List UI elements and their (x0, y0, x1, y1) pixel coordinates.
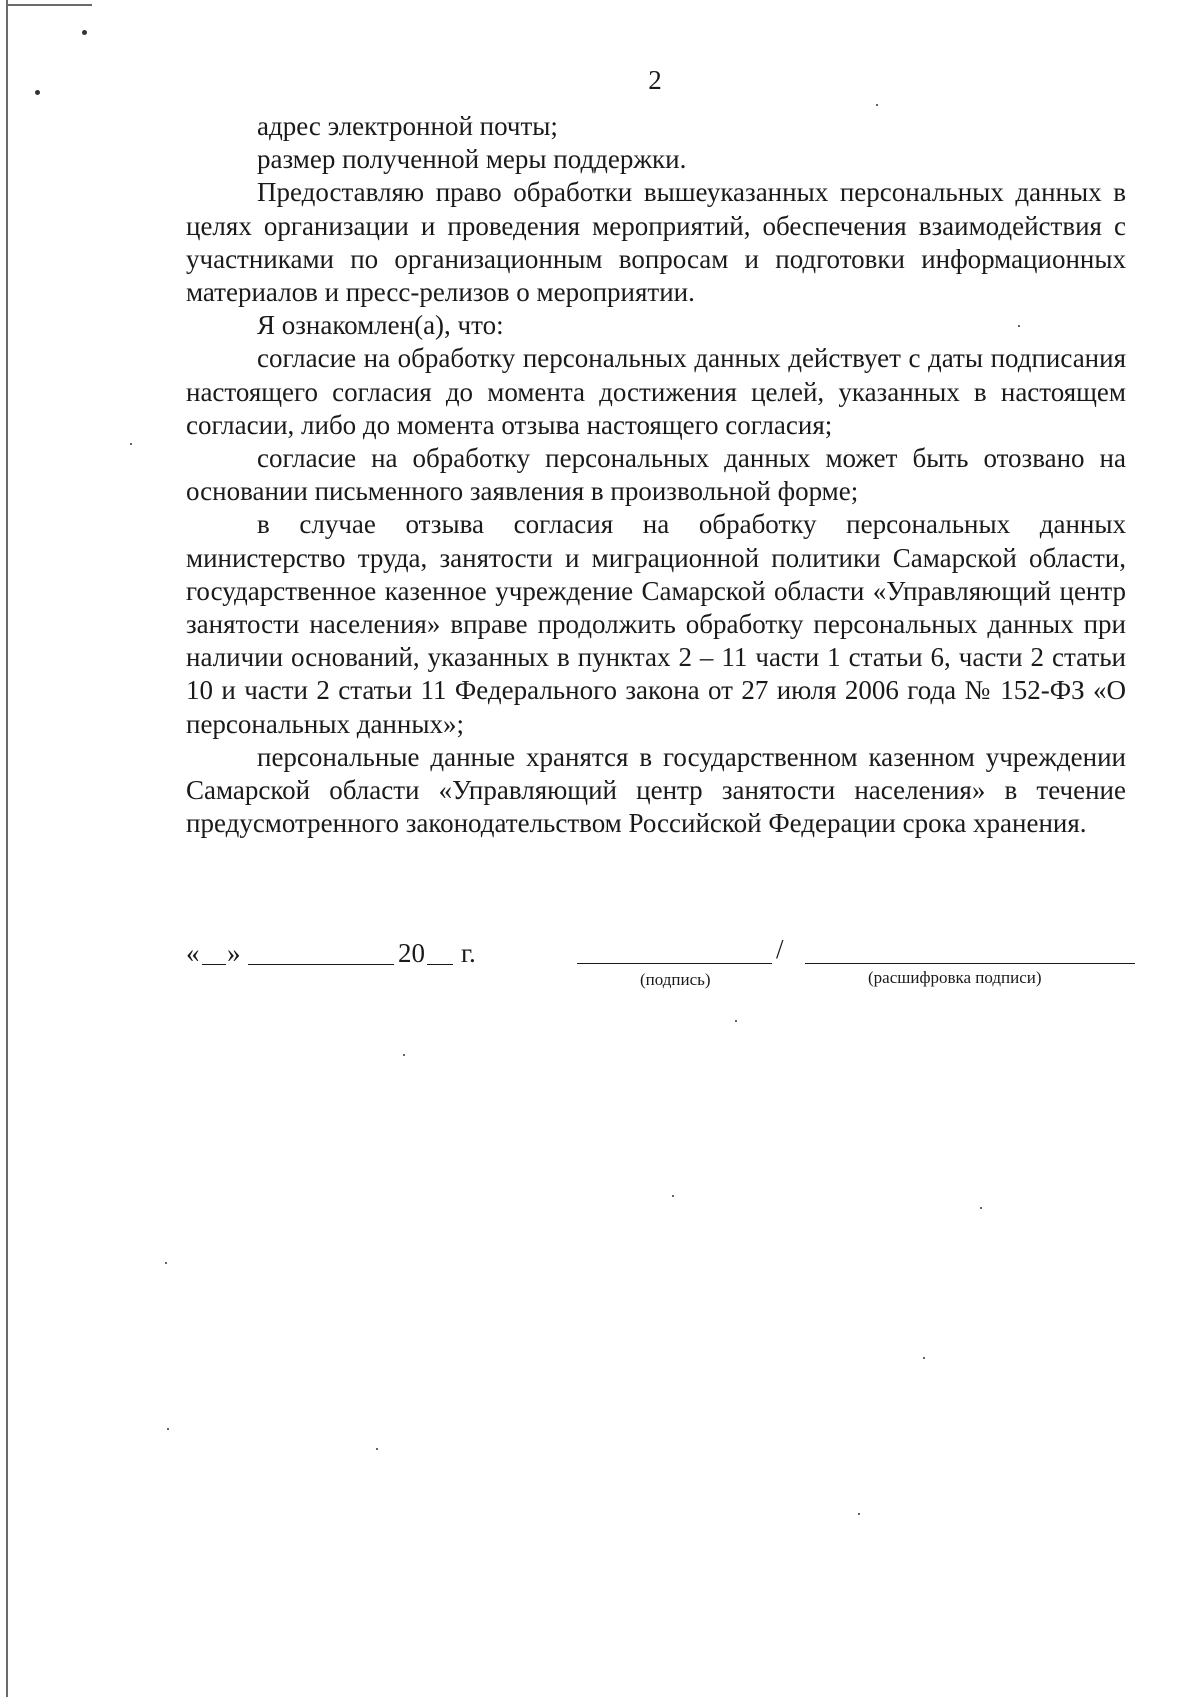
scan-speck (876, 104, 878, 106)
scan-speck (980, 1207, 982, 1209)
scan-speck (130, 443, 132, 445)
paragraph-acknowledged: Я ознакомлен(а), что: (257, 310, 504, 341)
paragraph-consent-validity: согласие на обработку персональных данных действует с даты подписания настоящего согласия до момента достижения целей, указанных в настоящем согласии, либо до момента отзыва настоящего согласия; (186, 343, 1126, 440)
date-close-quote: » (227, 938, 241, 968)
scan-speck (82, 30, 87, 35)
paragraph-data-storage: персональные данные хранятся в государственном казенном учреждении Самарской области «Управляющий центр занятости населения» в течение предусмотренного законодательством Российской Федерации срока хранения. (186, 741, 1126, 839)
date-year-prefix: 20 (398, 938, 425, 968)
paragraph-consent-revocation: согласие на обработку персональных данных может быть отозвано на основании письменного заявления в произвольной форме; (186, 443, 1126, 507)
scan-speck (858, 1513, 860, 1515)
scan-left-edge (6, 0, 8, 1697)
scan-speck (672, 1195, 674, 1197)
signature-field[interactable] (577, 963, 772, 964)
scan-speck (403, 1054, 405, 1056)
paragraph-email: адрес электронной почты; (257, 111, 558, 141)
paragraph-processing-rights: Предоставляю право обработки вышеуказанных персональных данных в целях организации и проведения мероприятий, обеспечения взаимодействия с участниками по организационным вопросам и подготовки информационных материалов и пресс-релизов о мероприятии. (186, 177, 1126, 308)
scan-speck (376, 1448, 378, 1450)
consent-body (186, 110, 1126, 840)
scan-speck (735, 1020, 737, 1022)
scan-speck (167, 1428, 169, 1430)
paragraph-revocation-consequences: в случае отзыва согласия на обработку персональных данных министерство труда, занятости и миграционной политики Самарской области, государственное казенное учреждение Самарской области «Управляющий центр занятости населения» вправе продолжить обработку персональных данных при наличии оснований, указанных в пунктах 2 – 11 части 1 статьи 6, части 2 статьи 10 и части 2 статьи 11 Федерального закона от 27 июля 2006 года № 152-ФЗ «О персональных данных»; (186, 509, 1126, 739)
date-open-quote: « (186, 938, 200, 968)
date-year-suffix: г. (461, 938, 476, 968)
scan-speck (35, 90, 40, 95)
page-number: 2 (648, 65, 662, 95)
date-year-field[interactable] (427, 964, 453, 965)
scan-speck (923, 1357, 925, 1359)
scan-top-edge (6, 4, 92, 6)
scan-speck (165, 1262, 167, 1264)
signature-decoding-field[interactable] (805, 963, 1135, 964)
decoding-caption: (расшифровка подписи) (868, 968, 1042, 987)
date-month-field[interactable] (248, 964, 394, 965)
date-day-field[interactable] (202, 964, 226, 965)
signature-caption: (подпись) (640, 970, 711, 989)
signature-slash: / (776, 934, 784, 964)
paragraph-support-size: размер полученной меры поддержки. (257, 144, 687, 175)
